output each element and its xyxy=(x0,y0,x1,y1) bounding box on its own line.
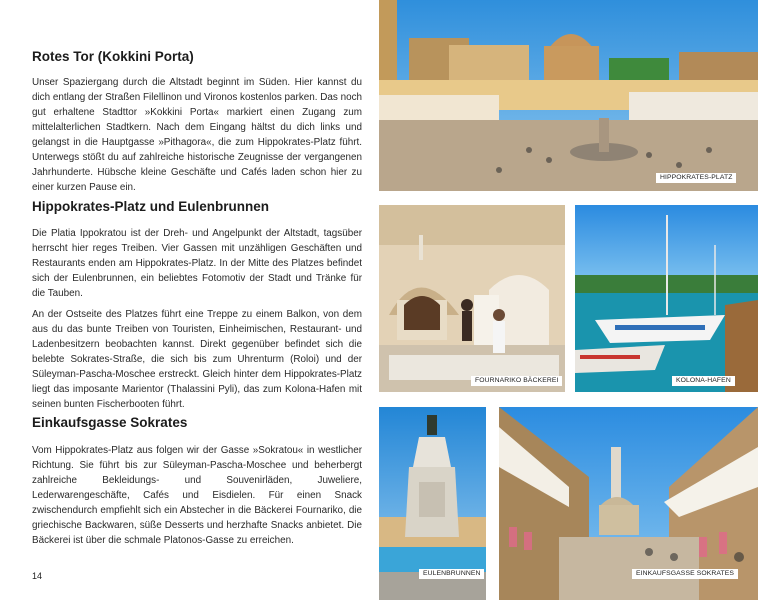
photo-kolona-hafen xyxy=(575,205,758,392)
photo-hippokrates-platz xyxy=(379,0,758,191)
heading-einkaufsgasse-sokrates: Einkaufsgasse Sokrates xyxy=(32,415,188,430)
paragraph-hippokrates-1: Die Platia Ippokratou ist der Dreh- und Angelpunkt der Altstadt, tagsüber herrscht hier reges Treiben. Vier Gassen mit unzähligen Geschäften und Restaurants enden am Hippokrates-Platz. In der Mitte des Platzes befindet sich der Eulenbrunnen, ein beliebtes Fotomotiv der Stadt und Tränke für die Tauben. xyxy=(32,228,362,299)
photo-eulenbrunnen xyxy=(379,407,486,600)
heading-rotes-tor: Rotes Tor (Kokkini Porta) xyxy=(32,49,194,64)
photo-fournariko-baeckerei xyxy=(379,205,565,392)
paragraph-rotes-tor: Unser Spaziergang durch die Altstadt beginnt im Süden. Hier kannst du dich entlang der Straßen Filellinon und Vironos kostenlos parken. Das noch gut erhaltene Stadttor »Kokkini Porta« markiert einen Zugang zum mittelalterlichen Stadtkern. Nach dem Eingang hältst du dich links und gelangst in die Hauptgasse »Pithagora«, die zum Hippokrates-Platz führt. Unterwegs stößt du auf zahlreiche historische Zeugnisse der vergangenen Jahrhunderte. Hübsche kleine Geschäfte und Cafés laden schon hier zu einer kurzen Pause ein. xyxy=(32,77,362,193)
caption-eulenbrunnen: EULENBRUNNEN xyxy=(419,569,484,579)
caption-kolona-hafen: KOLONA-HAFEN xyxy=(672,376,735,386)
photo-einkaufsgasse-sokrates xyxy=(499,407,758,600)
caption-einkaufsgasse-sokrates: EINKAUFSGASSE SOKRATES xyxy=(632,569,738,579)
paragraph-sokrates: Vom Hippokrates-Platz aus folgen wir der Gasse »Sokratou« in westlicher Richtung. Sie führt bis zur Süleyman-Pascha-Moschee und beherbergt zahlreiche Bekleidungs- und Souvenirläden, Juweliere, Lederwarengeschäfte, Cafés und Eisdielen. Für einen Snack zwischendurch empfiehlt sich ein Abstecher in die Bäckerei Fournariko, die griechische Backwaren, süße Desserts und herzhafte Snacks anbietet. Die Bäckerei ist über die schmale Platonos-Gasse zu erreichen. xyxy=(32,445,362,546)
paragraph-hippokrates-2: An der Ostseite des Platzes führt eine Treppe zu einem Balkon, von dem aus du das bunte Treiben von Touristen, Einheimischen, Restaurant- und Ladenbesitzern beobachten kannst. Direkt gegenüber befindet sich die belebte Sokrates-Straße, die sich bis zum Uhrenturm (Roloi) und der Süleyman-Pascha-Moschee erstreckt. Gleich hinter dem Hippokrates-Platz liegt das imposante Marientor (Thalassini Pyli), das zum Kolona-Hafen mit seinen bunten Fischerbooten führt. xyxy=(32,309,362,410)
page-number: 14 xyxy=(32,571,43,581)
heading-hippokrates-platz: Hippokrates-Platz und Eulenbrunnen xyxy=(32,199,270,214)
caption-fournariko-baeckerei: FOURNARIKO BÄCKEREI xyxy=(471,376,562,386)
caption-hippokrates-platz: HIPPOKRATES-PLATZ xyxy=(656,173,736,183)
